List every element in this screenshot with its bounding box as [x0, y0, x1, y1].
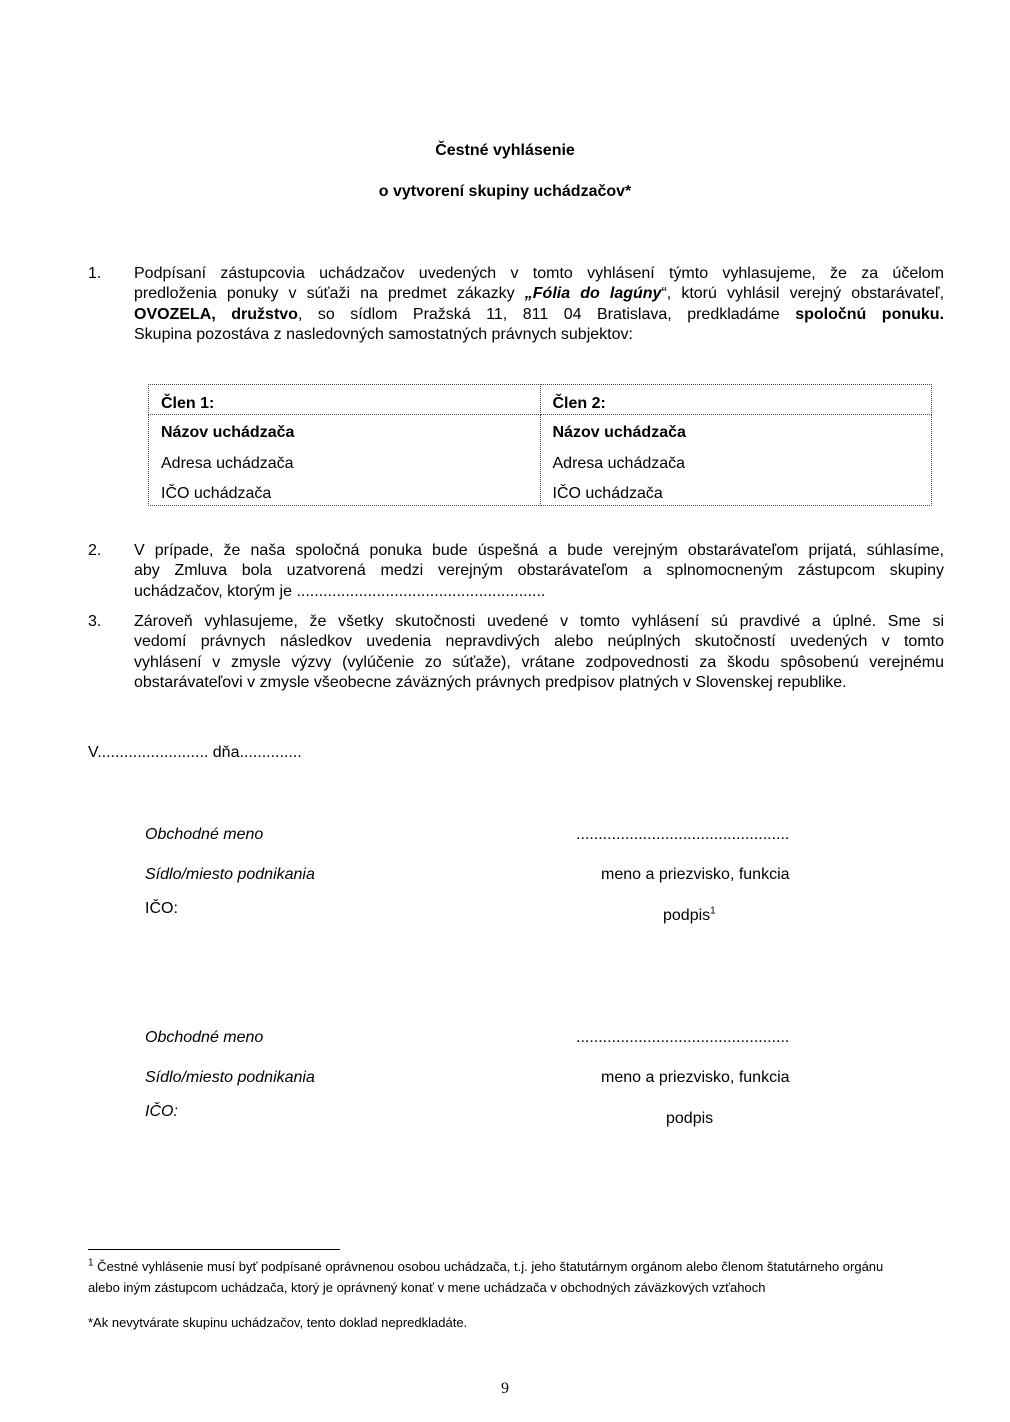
member-name: Názov uchádzača — [552, 424, 686, 441]
members-body-row — [149, 415, 932, 506]
member-address: Adresa uchádzača — [552, 454, 686, 472]
text-segment: aby Zmluva bola uzatvorená medzi verejným obstarávateľom a splnomocneným zástupcom skupiny — [134, 562, 944, 580]
footnote-ref: 1 — [710, 905, 716, 917]
text-line — [134, 653, 944, 673]
page-number: 9 — [501, 1380, 509, 1397]
member-2-details — [540, 415, 932, 506]
text-line — [134, 264, 944, 284]
company-name-label: Obchodné meno — [145, 826, 264, 843]
ico-label: IČO: — [145, 900, 178, 917]
text-line — [134, 561, 944, 581]
text-line — [134, 305, 944, 325]
signer-name-function-label: meno a priezvisko, funkcia — [601, 1069, 790, 1086]
members-header-row — [149, 385, 932, 415]
place-date-line: V......................... dňa.............. — [88, 744, 302, 761]
text-segment: vedomí právnych následkov uvedenia nepravdivých alebo neúplných skutočností uvedených v tomto — [134, 633, 944, 651]
text-segment: “, ktorú vyhlásil verejný obstarávateľ, — [661, 285, 945, 303]
member-ico: IČO uchádzača — [161, 485, 272, 502]
text-segment: Podpísaní zástupcovia uchádzačov uvedených v tomto vyhlásení týmto vyhlasujeme, že za účelom — [134, 265, 944, 282]
text-segment: , so sídlom Pražská 11, 811 04 Bratislava, predkladáme — [297, 305, 796, 323]
signature-label: podpis$^1$ — [663, 905, 716, 924]
signature-label: podpis — [666, 1110, 714, 1127]
text-line — [134, 541, 944, 561]
item-number: 3. — [88, 613, 102, 630]
signer-name-function-label: meno a priezvisko, funkcia — [601, 866, 790, 883]
seat-label: Sídlo/miesto podnikania — [145, 1069, 315, 1086]
member-1-details — [149, 415, 541, 506]
text-line — [134, 632, 944, 652]
text-segment: OVOZELA, družstvo — [134, 305, 298, 323]
members-table — [148, 384, 932, 506]
footnote-separator — [88, 1249, 340, 1250]
member-name: Názov uchádzača — [161, 424, 295, 441]
text-segment: „Fólia do lagúny — [524, 285, 662, 303]
item-number: 1. — [88, 265, 102, 282]
member-1-header: Člen 1: — [149, 385, 541, 415]
text-segment: spoločnú ponuku. — [795, 305, 945, 323]
text-segment: obstarávateľovi v zmysle všeobecne záväzných právnych predpisov platných v Slovenskej republike. — [134, 673, 847, 691]
text-segment: uchádzačov, ktorým je ........................................................ — [134, 582, 546, 600]
text-line — [134, 673, 944, 693]
footnote-mark: 1 — [88, 1257, 94, 1269]
item-number: 2. — [88, 542, 102, 559]
text-line — [134, 325, 944, 345]
text-line — [134, 582, 944, 602]
member-2-header: Člen 2: — [540, 385, 932, 415]
item-text — [134, 264, 944, 345]
company-name-label: Obchodné meno — [145, 1029, 264, 1046]
text-segment: predloženia ponuky v súťaži na predmet zákazky — [134, 285, 525, 303]
item-text — [134, 541, 944, 602]
text-line — [134, 284, 944, 304]
document-subtitle: o vytvorení skupiny uchádzačov* — [378, 183, 632, 200]
document-title: Čestné vyhlásenie — [435, 142, 575, 159]
footnote-1: $^1$ Čestné vyhlásenie musí byť podpísané oprávnenou osobou uchádzača, t.j. jeho štatutárnym orgánom alebo členom štatutárneho orgánu alebo iným zástupcom uchádzača, ktorý je oprávnený konať v mene uchádzača v obchodných záväzkových vzťahoch — [88, 1257, 884, 1295]
member-address: Adresa uchádzača — [161, 454, 294, 472]
signature-dots: ................................................ — [576, 1029, 790, 1046]
signature-dots: ................................................ — [576, 826, 790, 843]
member-ico: IČO uchádzača — [552, 485, 663, 502]
text-segment: Skupina pozostáva z nasledovných samostatných právnych subjektov: — [134, 325, 633, 343]
text-line — [134, 612, 944, 632]
text-segment: V prípade, že naša spoločná ponuka bude úspešná a bude verejným obstarávateľom prijatá, súhlasíme, — [134, 542, 944, 559]
ico-label: IČO: — [145, 1103, 178, 1120]
text-segment: vyhlásení v zmysle výzvy (vylúčenie zo súťaže), vrátane zodpovednosti za škodu spôsobenú verejnému — [134, 653, 944, 671]
item-text — [134, 612, 944, 693]
seat-label: Sídlo/miesto podnikania — [145, 866, 315, 883]
footnote-2: *Ak nevytvárate skupinu uchádzačov, tento doklad nepredkladáte. — [88, 1315, 468, 1330]
text-segment: Zároveň vyhlasujeme, že všetky skutočnosti uvedené v tomto vyhlásení sú pravdivé a úplné. Sme si — [134, 613, 944, 630]
